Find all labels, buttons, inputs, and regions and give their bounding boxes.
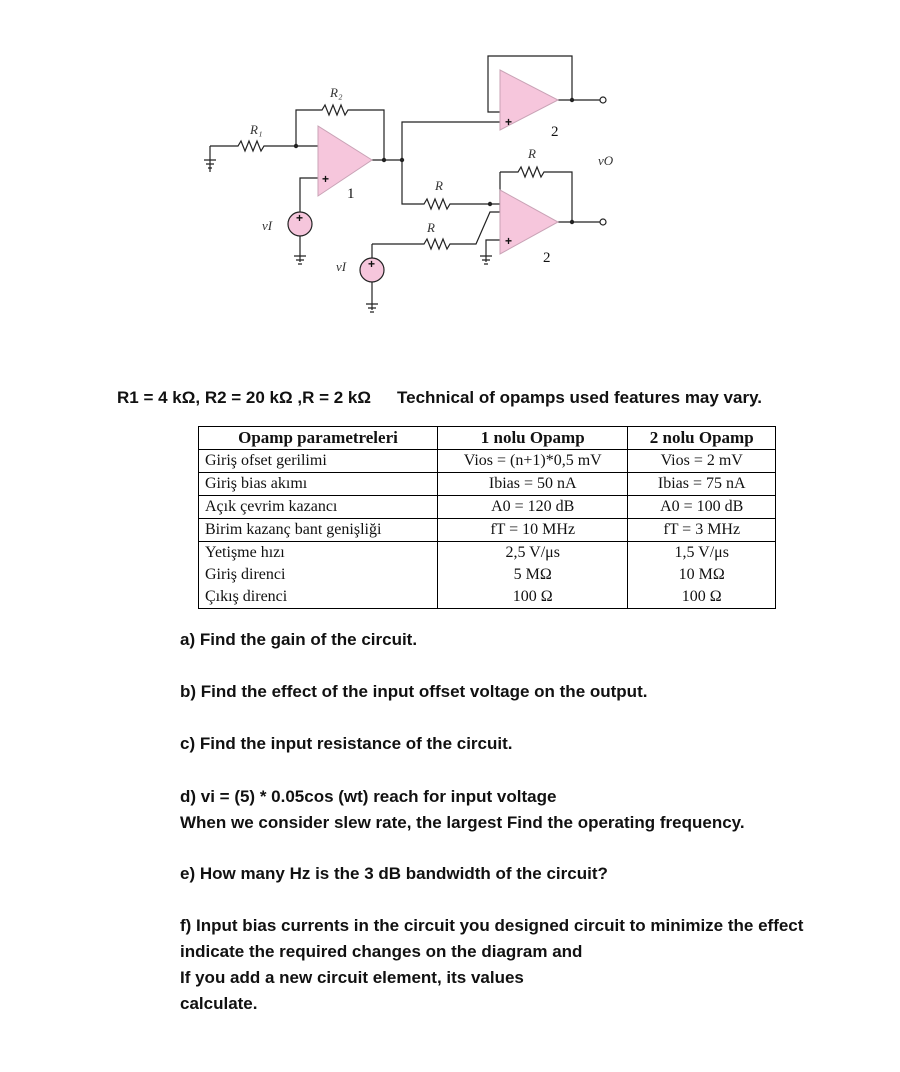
opamp-parameter-table: [198, 426, 776, 609]
opamp-2-value-cell: 10 MΩ: [628, 564, 776, 586]
parameter-line: [117, 388, 762, 408]
label-vi-right: vI: [336, 259, 347, 274]
opamp-2-value-cell: Ibias = 75 nA: [628, 473, 776, 496]
opamp-2-value-cell: A0 = 100 dB: [628, 496, 776, 519]
svg-text:+: +: [505, 234, 513, 248]
parameter-name-cell: Giriş ofset gerilimi: [199, 450, 438, 473]
table-row: [199, 542, 776, 565]
svg-text:+: +: [368, 257, 376, 271]
opamp-number-2-top: 2: [551, 124, 559, 140]
opamp-1-value-cell: 5 MΩ: [437, 564, 627, 586]
table-header-row: [199, 427, 776, 450]
header-opamp-2: 2 nolu Opamp: [628, 427, 776, 450]
question-d-line1: d) vi = (5) * 0.05cos (wt) reach for input voltage: [180, 787, 557, 806]
header-opamp-1: 1 nolu Opamp: [437, 427, 627, 450]
opamp-2-value-cell: Vios = 2 mV: [628, 450, 776, 473]
table-row: [199, 496, 776, 519]
opamp-number-1: 1: [347, 186, 355, 202]
label-vo: vO: [598, 153, 614, 168]
question-d-line2: When we consider slew rate, the largest Find the operating frequency.: [180, 813, 745, 832]
parameter-name-cell: Birim kazanç bant genişliği: [199, 519, 438, 542]
parameter-name-cell: Giriş bias akımı: [199, 473, 438, 496]
table-row: [199, 473, 776, 496]
opamp-1-value-cell: A0 = 120 dB: [437, 496, 627, 519]
question-c: c) Find the input resistance of the circuit.: [180, 734, 513, 753]
question-f-line4: calculate.: [180, 994, 258, 1013]
table-row: [199, 519, 776, 542]
question-e: e) How many Hz is the 3 dB bandwidth of the circuit?: [180, 864, 608, 883]
header-parameters: Opamp parametreleri: [199, 427, 438, 450]
features-note: Technical of opamps used features may vary.: [397, 388, 763, 407]
label-r1: R₁: [250, 122, 263, 137]
label-r-bot: R: [427, 220, 435, 235]
opamp-number-2-bottom: 2: [543, 250, 551, 266]
question-f-line3: If you add a new circuit element, its values: [180, 968, 524, 987]
opamp-1-value-cell: 100 Ω: [437, 586, 627, 609]
question-f-line1: f) Input bias currents in the circuit you designed circuit to minimize the effect: [180, 916, 804, 935]
opamp-1-value-cell: fT = 10 MHz: [437, 519, 627, 542]
table-row: [199, 586, 776, 609]
opamp-2-value-cell: 1,5 V/μs: [628, 542, 776, 565]
component-values: R1 = 4 kΩ, R2 = 20 kΩ ,R = 2 kΩ: [117, 388, 371, 407]
opamp-2-value-cell: fT = 3 MHz: [628, 519, 776, 542]
parameter-name-cell: Çıkış direnci: [199, 586, 438, 609]
question-f-line2: indicate the required changes on the diagram and: [180, 942, 583, 961]
parameter-name-cell: Giriş direnci: [199, 564, 438, 586]
question-b: b) Find the effect of the input offset voltage on the output.: [180, 682, 648, 701]
svg-text:+: +: [296, 211, 304, 225]
opamp-1-value-cell: Vios = (n+1)*0,5 mV: [437, 450, 627, 473]
circuit-diagram: [0, 0, 900, 330]
svg-text:+: +: [322, 172, 330, 186]
label-vi-left: vI: [262, 218, 273, 233]
opamp-1-value-cell: Ibias = 50 nA: [437, 473, 627, 496]
opamp-1-value-cell: 2,5 V/μs: [437, 542, 627, 565]
label-r-top: R: [528, 146, 536, 161]
question-a: a) Find the gain of the circuit.: [180, 630, 418, 649]
label-r2: R₂: [330, 85, 343, 100]
table-row: [199, 450, 776, 473]
table-row: [199, 564, 776, 586]
opamp-2-value-cell: 100 Ω: [628, 586, 776, 609]
svg-text:+: +: [505, 115, 513, 129]
label-r-mid: R: [435, 178, 443, 193]
parameter-name-cell: Yetişme hızı: [199, 542, 438, 565]
parameter-name-cell: Açık çevrim kazancı: [199, 496, 438, 519]
